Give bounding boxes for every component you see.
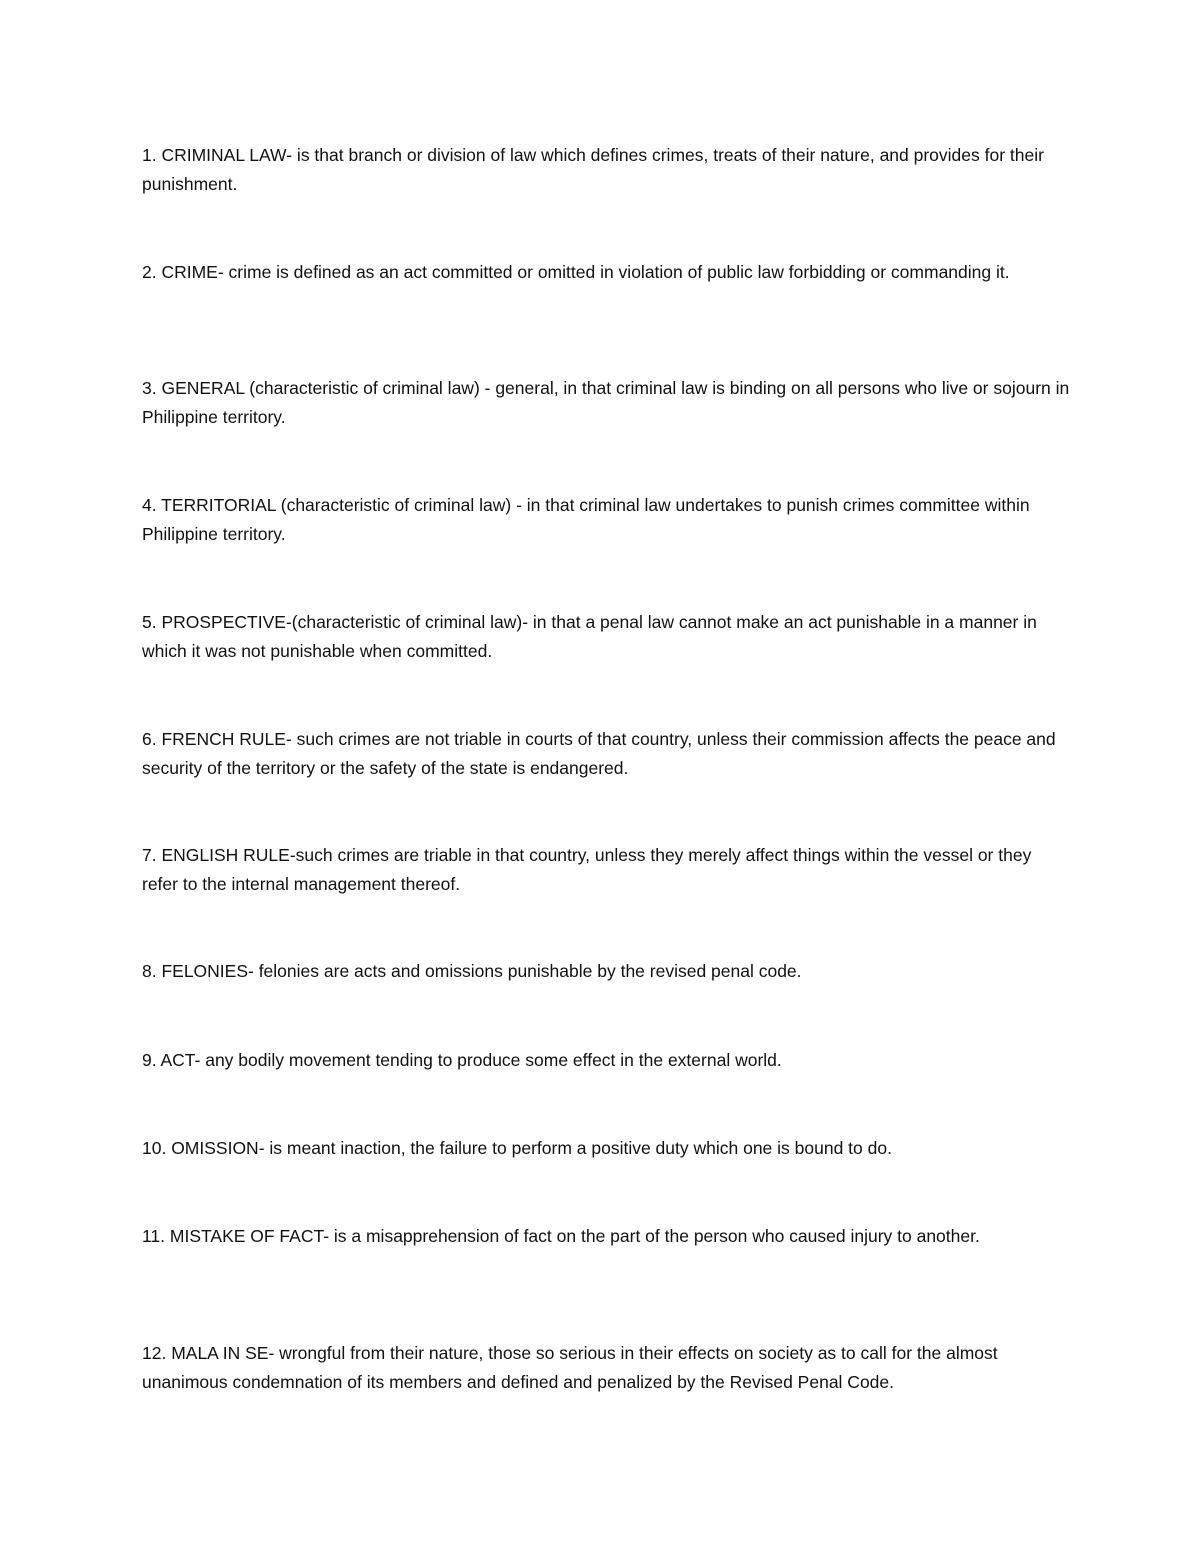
definition-french-rule: 6. FRENCH RULE- such crimes are not triable in courts of that country, unless their commission affects the peace and security of the territory or the safety of the state is endangered. [142,729,1056,778]
definition-general: 3. GENERAL (characteristic of criminal law) - general, in that criminal law is binding on all persons who live or sojourn in Philippine territory. [142,378,1070,427]
definition-mistake-of-fact: 11. MISTAKE OF FACT- is a misapprehension of fact on the part of the person who caused injury to another. [142,1226,980,1246]
definition-act: 9. ACT- any bodily movement tending to produce some effect in the external world. [142,1050,782,1070]
definition-prospective: 5. PROSPECTIVE-(characteristic of criminal law)- in that a penal law cannot make an act punishable in a manner in which it was not punishable when committed. [142,612,1037,661]
definition-mala-in-se: 12. MALA IN SE- wrongful from their nature, those so serious in their effects on society as to call for the almost unanimous condemnation of its members and defined and penalized by the Revised Penal Code. [142,1343,998,1392]
definition-crime: 2. CRIME- crime is defined as an act committed or omitted in violation of public law forbidding or commanding it. [142,262,1010,282]
definition-omission: 10. OMISSION- is meant inaction, the failure to perform a positive duty which one is bound to do. [142,1138,892,1158]
definition-territorial: 4. TERRITORIAL (characteristic of criminal law) - in that criminal law undertakes to punish crimes committee within Philippine territory. [142,495,1030,544]
definition-criminal-law: 1. CRIMINAL LAW- is that branch or division of law which defines crimes, treats of their nature, and provides for their punishment. [142,145,1044,194]
definition-felonies: 8. FELONIES- felonies are acts and omissions punishable by the revised penal code. [142,961,802,981]
definition-english-rule: 7. ENGLISH RULE-such crimes are triable in that country, unless they merely affect things within the vessel or they refer to the internal management thereof. [142,845,1032,894]
